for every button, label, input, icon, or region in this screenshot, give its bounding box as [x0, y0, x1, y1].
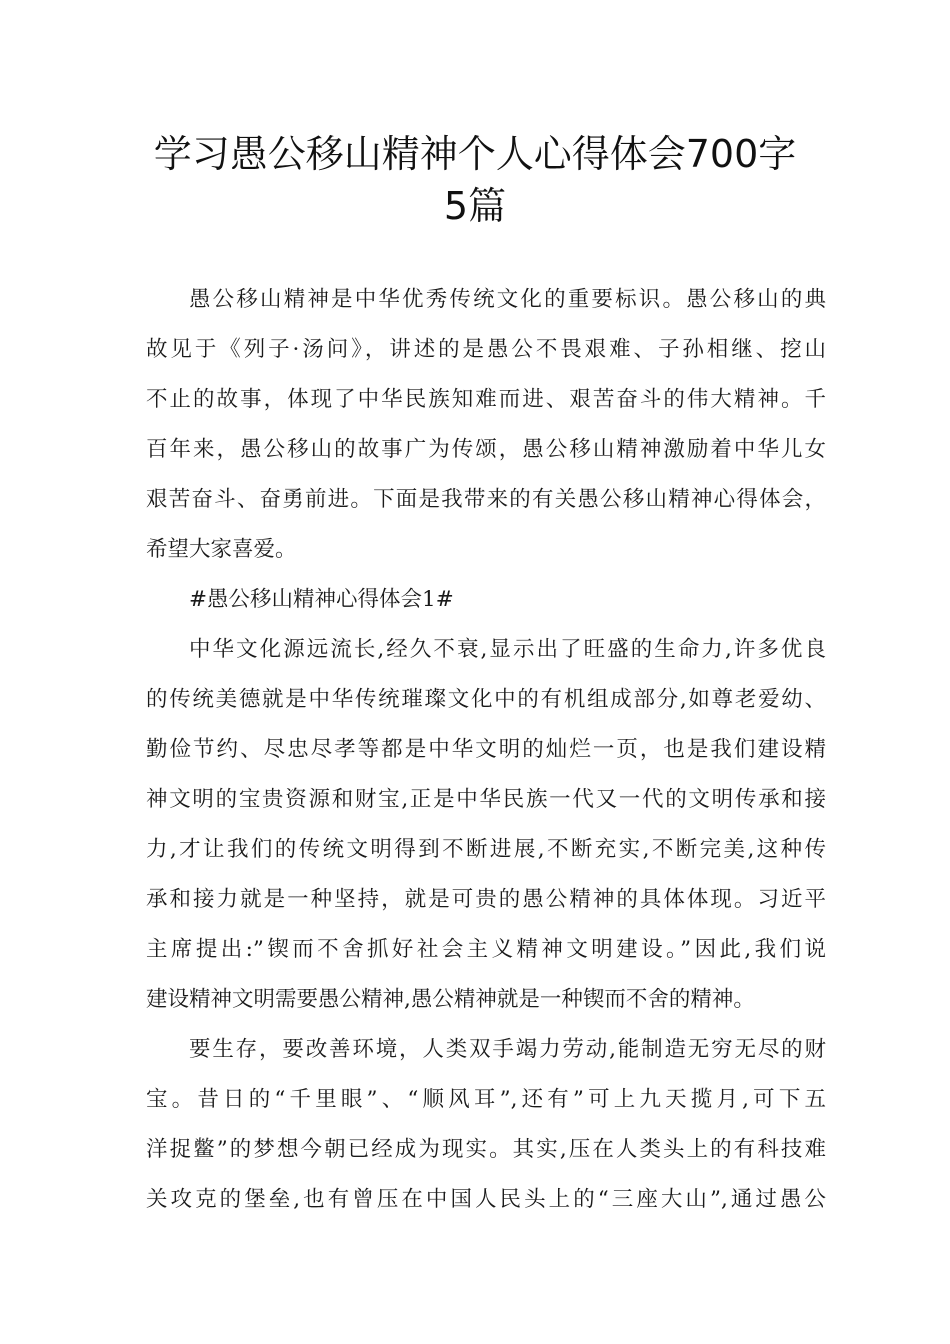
- paragraph-line: 故见于《列子·汤问》，讲述的是愚公不畏艰难、子孙相继、挖山: [146, 337, 826, 362]
- paragraph-line: 中华文化源远流长,经久不衰,显示出了旺盛的生命力,许多优良: [189, 637, 826, 662]
- paragraph-line: 建设精神文明需要愚公精神,愚公精神就是一种锲而不舍的精神。: [146, 987, 755, 1012]
- paragraph-line: 的传统美德就是中华传统璀璨文化中的有机组成部分,如尊老爱幼、: [146, 687, 826, 712]
- paragraph-line: 希望大家喜爱。: [146, 537, 297, 562]
- paragraph-line: 洋捉鳖”的梦想今朝已经成为现实。其实,压在人类头上的有科技难: [146, 1137, 826, 1162]
- paragraph-line: 勤俭节约、尽忠尽孝等都是中华文明的灿烂一页，也是我们建设精: [146, 737, 826, 762]
- paragraph-line: 承和接力就是一种坚持，就是可贵的愚公精神的具体体现。习近平: [146, 887, 826, 912]
- document-title-line-1: 学习愚公移山精神个人心得体会700字: [153, 132, 797, 176]
- paragraph-line: 宝。昔日的“千里眼”、“顺风耳”,还有”可上九天揽月,可下五: [146, 1087, 826, 1112]
- document-body: [146, 282, 826, 1232]
- paragraph-line: 神文明的宝贵资源和财宝,正是中华民族一代又一代的文明传承和接: [146, 787, 826, 812]
- document-title-line-2: 5篇: [443, 184, 507, 228]
- paragraph-line: 要生存，要改善环境，人类双手竭力劳动,能制造无穷无尽的财: [189, 1037, 826, 1062]
- section-heading: #愚公移山精神心得体会1#: [189, 587, 454, 612]
- paragraph-line: 愚公移山精神是中华优秀传统文化的重要标识。愚公移山的典: [189, 287, 826, 312]
- paragraph-line: 主席提出:”锲而不舍抓好社会主义精神文明建设。”因此,我们说: [146, 937, 826, 962]
- paragraph-line: 力,才让我们的传统文明得到不断进展,不断充实,不断完美,这种传: [146, 837, 826, 862]
- paragraph-line: 不止的故事，体现了中华民族知难而进、艰苦奋斗的伟大精神。千: [146, 387, 826, 412]
- paragraph-line: 艰苦奋斗、奋勇前进。下面是我带来的有关愚公移山精神心得体会，: [146, 487, 826, 512]
- paragraph-line: 百年来，愚公移山的故事广为传颂，愚公移山精神激励着中华儿女: [146, 437, 826, 462]
- paragraph-line: 关攻克的堡垒,也有曾压在中国人民头上的“三座大山”,通过愚公: [146, 1187, 826, 1212]
